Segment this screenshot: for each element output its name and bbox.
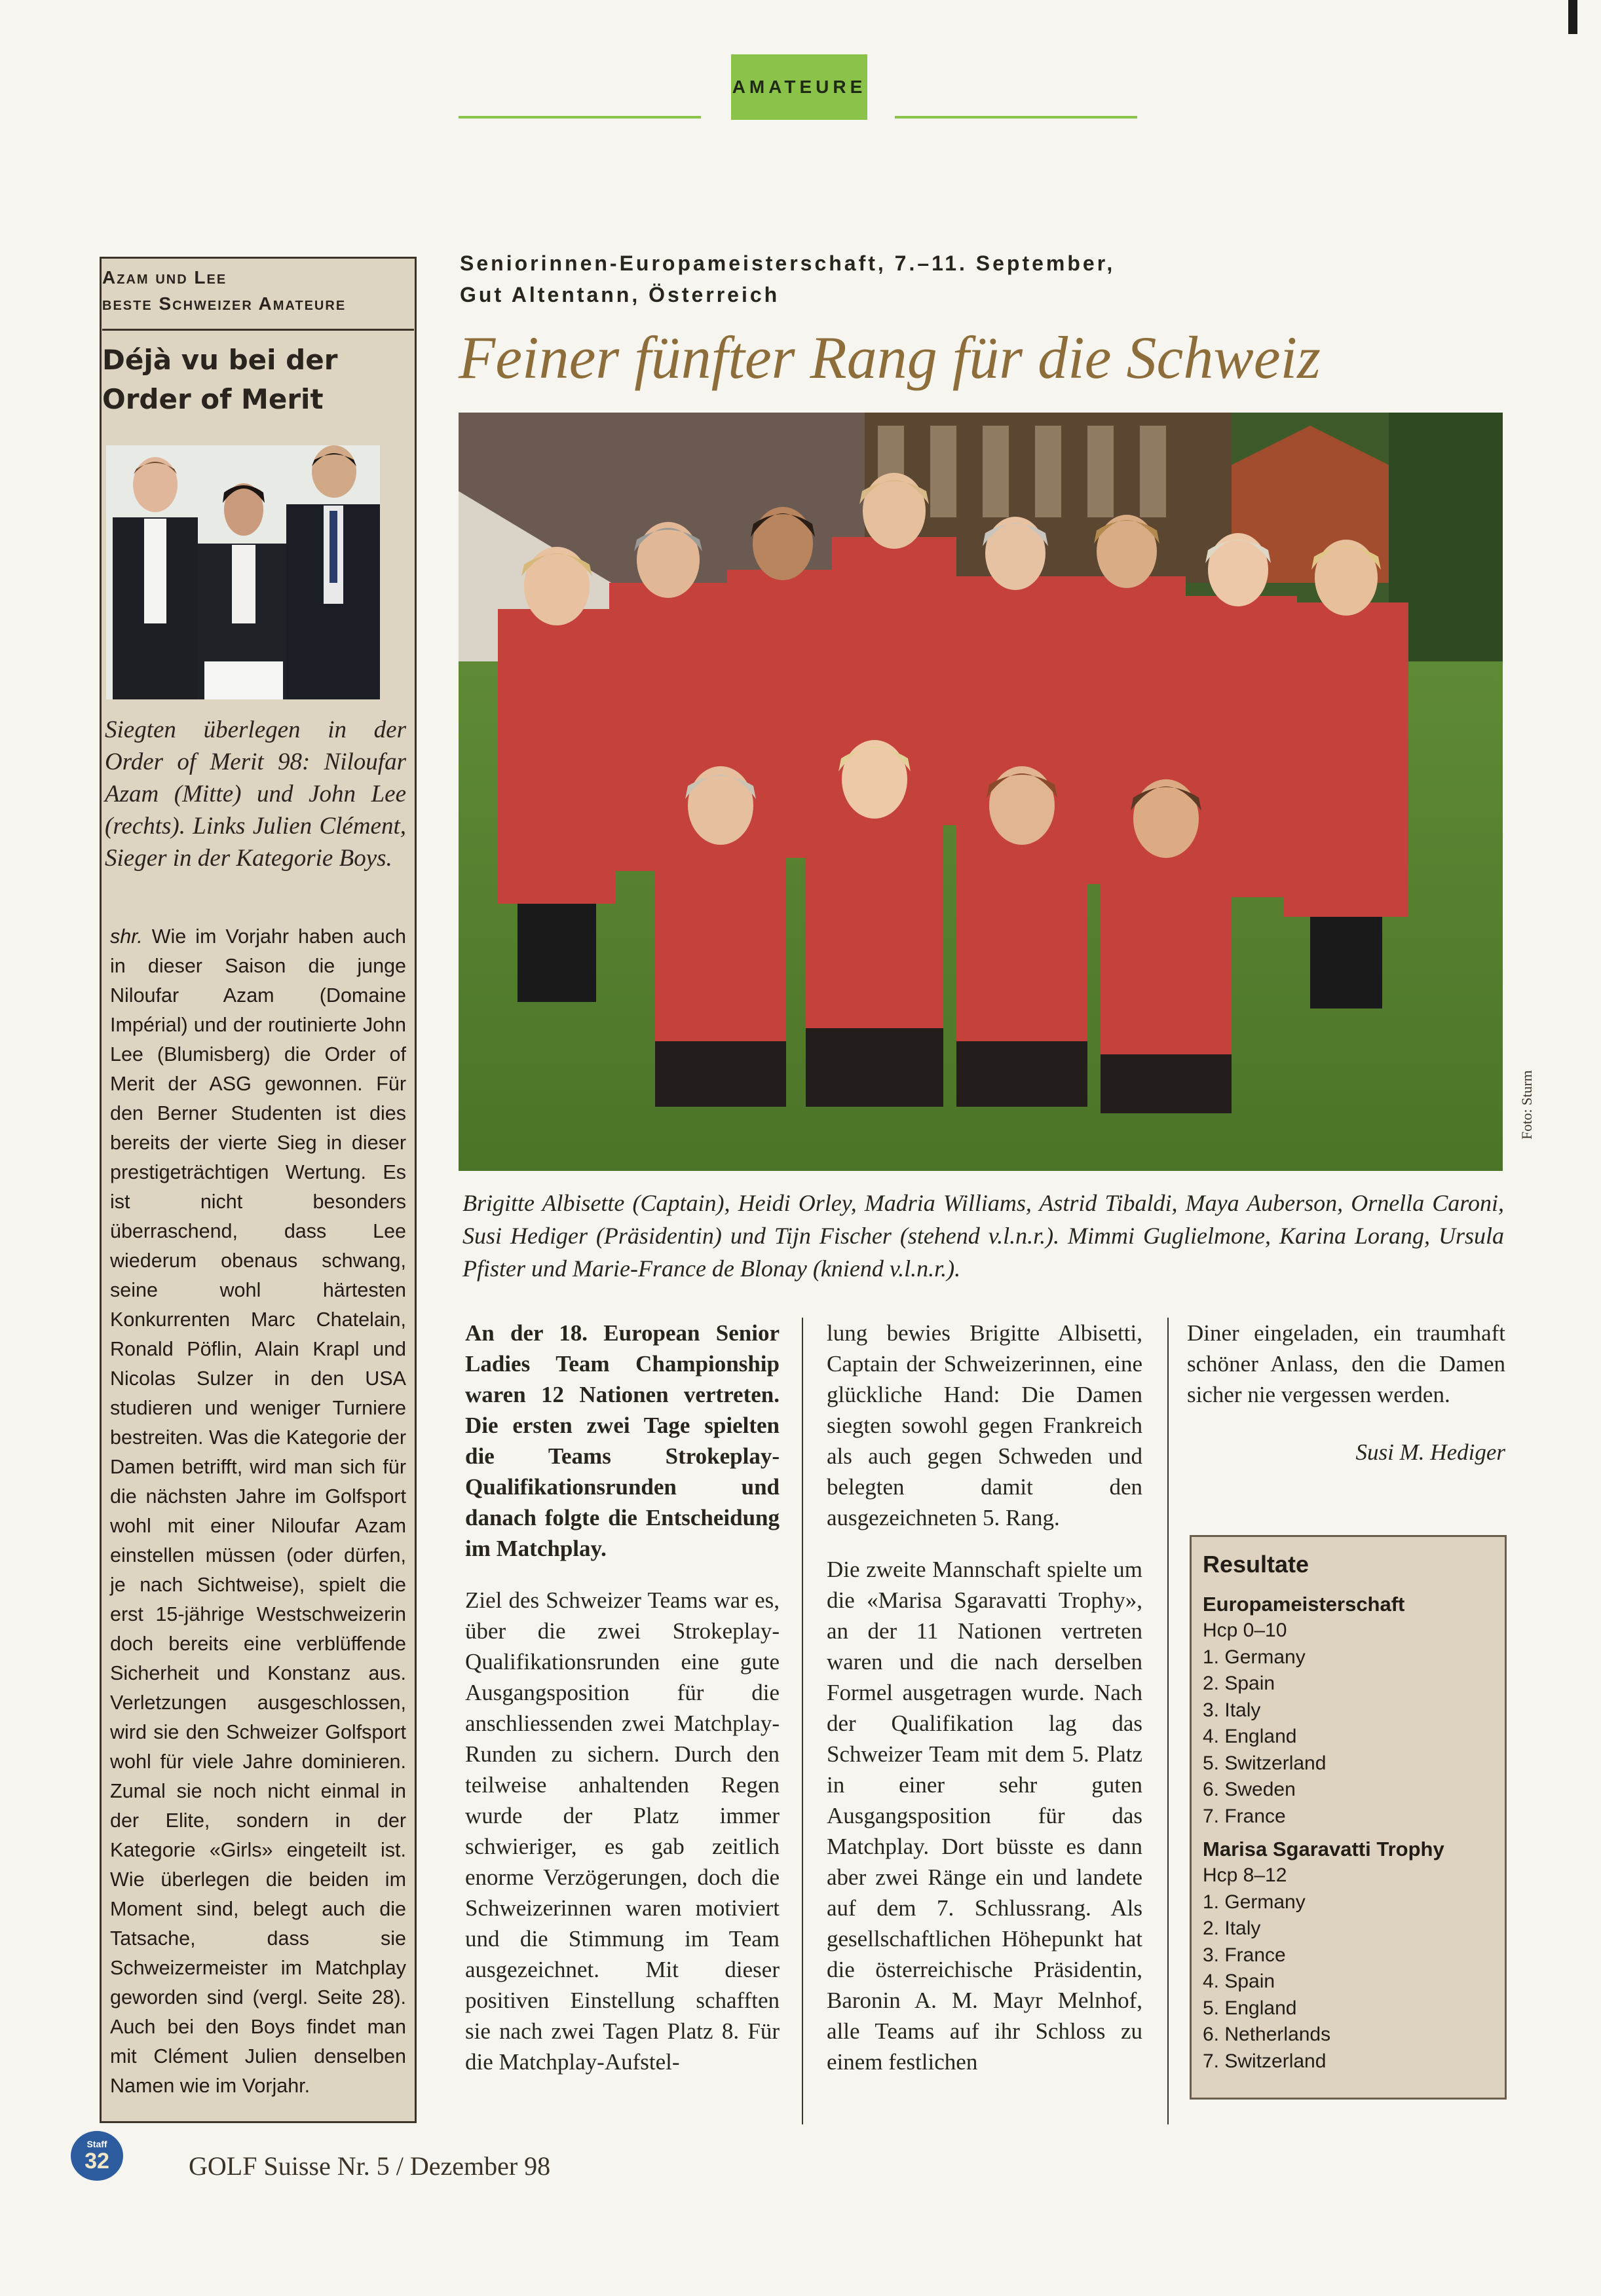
results-group1-item: 4. England (1203, 1726, 1297, 1747)
results-group1-item: 2. Spain (1203, 1673, 1275, 1694)
article-col2-paragraph-2: Die zweite Mannschaft spielte um die «Marisa Sgaravatti Trophy», an der 11 Nationen vertreten waren und die nach derselben Formel ausgetragen wurde. Nach der Qualifikation lag das Schweizer Team mit dem 5. Platz in einer sehr guten Ausgangsposition für das Matchplay. Dort büsste es dann aber zwei Ränge ein und landete auf dem 7. Schlussrang. Als gesellschaftlichen Höhepunkt hat die österreichische Präsidentin, Baronin A. M. Mayr Melnhof, alle Teams auf ihr Schloss zu einem festlichen (827, 1557, 1142, 2075)
sidebar-photo-caption: Siegten überlegen in der Order of Merit 98: Niloufar Azam (Mitte) und John Lee (rechts). Links Julien Clément, Sieger in der Kategorie Boys. (105, 716, 406, 872)
team-photo (459, 413, 1503, 1171)
sidebar-kicker-line1: Azam und Lee (102, 267, 227, 287)
results-group2-item: 1. Germany (1203, 1891, 1306, 1913)
sidebar-body (110, 922, 406, 2101)
badge-label: Staff (86, 2139, 107, 2149)
results-group1-item: 7. France (1203, 1805, 1286, 1827)
results-group1-hcp: Hcp 0–10 (1203, 1620, 1287, 1641)
team-photo-caption: Brigitte Albisette (Captain), Heidi Orley, Madria Williams, Astrid Tibaldi, Maya Auberson, Ornella Caroni, Susi Hediger (Präsidentin) und Tijn Fischer (stehend v.l.n.r.). Mimmi Guglielmone, Karina Lorang, Ursula Pfister und Marie-France de Blonay (kniend v.l.n.r.). (462, 1190, 1504, 1282)
results-group1-item: 3. Italy (1203, 1699, 1261, 1721)
article-col2-paragraph-1: lung bewies Brigitte Albisetti, Captain der Schweizerinnen, eine glückliche Hand: Die Damen siegten sowohl gegen Frankreich als auch gegen Schweden und belegten damit den ausgezeichneten 5. Rang. (827, 1320, 1142, 1530)
results-group2-item: 4. Spain (1203, 1971, 1275, 1992)
results-group1-title: Europameisterschaft (1203, 1593, 1405, 1616)
sidebar-body-lead: shr. (110, 925, 143, 948)
column-separator-1 (802, 1318, 803, 2124)
author-signature: Susi M. Hediger (1355, 1439, 1505, 1465)
team-photo-illustration (459, 413, 1503, 1171)
sidebar-divider (102, 329, 414, 331)
article-kicker-line2: Gut Altentann, Österreich (460, 283, 780, 306)
article-kicker-line1: Seniorinnen-Europameisterschaft, 7.–11. September, (460, 251, 1116, 275)
results-group2-title: Marisa Sgaravatti Trophy (1203, 1838, 1444, 1861)
photo-credit: Foto: Sturm (1518, 1070, 1535, 1139)
header-rule-left (459, 116, 701, 119)
sidebar-photo (106, 445, 380, 699)
article-col3-paragraph: Diner eingeladen, ein traumhaft schöner Anlass, den die Damen sicher nie vergessen werden. (1187, 1320, 1505, 1407)
article-kicker (460, 248, 1331, 310)
page-badge (71, 2131, 123, 2181)
three-golfers-illustration (106, 445, 380, 699)
results-group1-item: 1. Germany (1203, 1646, 1306, 1668)
results-group1-item: 5. Switzerland (1203, 1752, 1327, 1774)
article-col1-paragraph: Ziel des Schweizer Teams war es, über die zwei Strokeplay-Qualifikationsrunden eine gute Ausgangsposition für die anschliessenden zwei Matchplay-Runden zu sichern. Durch den teilweise anhaltenden Regen wurde der Platz immer schwieriger, es gab zeitlich enorme Verzögerungen, doch die Schweizerinnen waren motiviert und die Stimmung im Team ausgezeichnet. Mit dieser positiven Einstellung schafften sie nach zwei Tagen Platz 8. Für die Matchplay-Aufstel- (465, 1587, 780, 2075)
article-column-2 (827, 1318, 1142, 2098)
header-rule-right (895, 116, 1137, 119)
sidebar-kicker (102, 265, 410, 317)
section-tag: AMATEURE (731, 54, 867, 120)
column-separator-2 (1167, 1318, 1169, 2124)
results-group2-item: 3. France (1203, 1944, 1286, 1966)
page-number: 32 (85, 2149, 109, 2174)
sidebar-body-text: Wie im Vorjahr haben auch in dieser Saison die junge Niloufar Azam (Domaine Impérial) und der routinierte John Lee (Blumisberg) die Order of Merit der ASG gewonnen. Für den Berner Studenten ist dies bereits der vierte Sieg in dieser prestigeträchtigen Wertung. Es ist nicht besonders überraschend, dass Lee wiederum obenaus schwang, seine wohl härtesten Konkurrenten Marc Chatelain, Ronald Pöflin, Alain Krapl und Nicolas Sulzer in den USA studieren und weniger Turniere bestreiten. Was die Kategorie der Damen betrifft, wird man sich für die nächsten Jahre im Golfsport wohl mit einer Niloufar Azam einstellen müssen (oder dürfen, je nach Sichtweise), spielt die erst 15-jährige Westschweizerin doch bereits eine verblüffende Sicherheit und Konstanz aus. Verletzungen ausgeschlossen, wird sie den Schweizer Golfsport wohl für viele Jahre dominieren. Zumal sie noch nicht einmal in der Elite, sondern in der Kategorie «Girls» eingeteilt ist. Wie überlegen die beiden im Moment sind, belegt auch die Tatsache, dass sie Schweizermeister im Matchplay geworden sind (vergl. Seite 28). Auch bei den Boys findet man mit Clément Julien denselben Namen wie im Vorjahr. (110, 925, 406, 2097)
scan-edge-mark (1568, 0, 1577, 34)
results-group2-item: 7. Switzerland (1203, 2050, 1327, 2072)
results-group2-hcp: Hcp 8–12 (1203, 1864, 1287, 1886)
results-title: Resultate (1203, 1551, 1309, 1578)
sidebar-title-line1: Déjà vu bei der (102, 344, 338, 376)
article-headline: Feiner fünfter Rang für die Schweiz (459, 324, 1321, 391)
article-column-3 (1187, 1318, 1505, 1431)
article-column-1 (465, 1318, 780, 2098)
results-group2-item: 2. Italy (1203, 1917, 1261, 1939)
results-content (1203, 1546, 1495, 2075)
results-group2-item: 5. England (1203, 1997, 1297, 2019)
sidebar-title (102, 341, 410, 419)
results-group2-item: 6. Netherlands (1203, 2024, 1331, 2045)
results-gap (1203, 1830, 1495, 1836)
sidebar-title-line2: Order of Merit (102, 383, 324, 415)
article-intro: An der 18. European Senior Ladies Team Championship waren 12 Nationen vertreten. Die ersten zwei Tage spielten die Teams Strokeplay-Qualifikationsrunden und danach folgte die Entscheidung im Matchplay. (465, 1320, 780, 1561)
results-group1-item: 6. Sweden (1203, 1779, 1296, 1800)
sidebar-kicker-line2: beste Schweizer Amateure (102, 293, 347, 314)
publication-footer: GOLF Suisse Nr. 5 / Dezember 98 (189, 2151, 551, 2181)
